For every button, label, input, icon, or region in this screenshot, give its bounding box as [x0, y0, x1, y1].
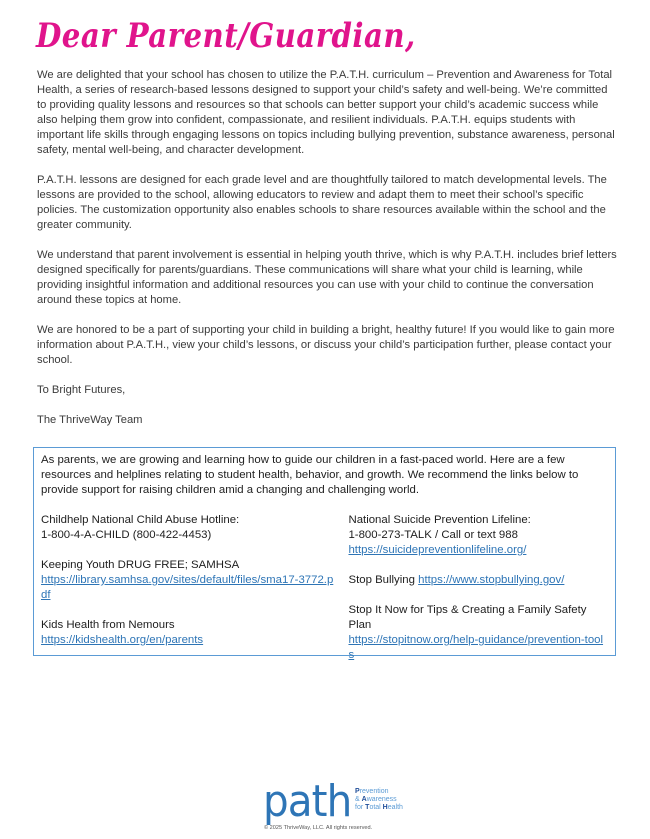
- resource-childhelp: [41, 513, 338, 543]
- paragraph-intro: We are delighted that your school has chosen to utilize the P.A.T.H. curriculum – Prevention and Awareness for Total Health, a series of research-based lessons designed to support your child’s safety and well-being. We’re committed to providing quality lessons and resources so that schools can better support your child’s academic success while also helping them grow into confident, compassionate, and resilient individuals. P.A.T.H. equips students with important life skills through engaging lessons on topics including bullying prevention, substance awareness, personal safety, mental well-being, and character development.: [37, 69, 615, 156]
- resources-columns: [41, 513, 608, 678]
- signature: The ThriveWay Team: [37, 414, 143, 426]
- path-logo-wordmark: path: [263, 776, 352, 827]
- resource-link-suicide-lifeline[interactable]: https://suicidepreventionlifeline.org/: [348, 544, 527, 556]
- resource-title: Childhelp National Child Abuse Hotline:: [41, 514, 240, 526]
- resource-stop-it-now: [348, 603, 608, 663]
- tagline-line-3: for Total Health: [355, 804, 403, 811]
- resource-link-stop-it-now[interactable]: https://stopitnow.org/help-guidance/prevention-tools: [348, 634, 604, 661]
- resource-samhsa: [41, 558, 338, 603]
- resources-intro: As parents, we are growing and learning how to guide our children in a fast-paced world. Here are a few resources and helplines relating to student health, behavior, and growth. We recommend the links below to provide support for raising children amid a changing and challenging world.: [41, 454, 579, 496]
- resources-left-column: [41, 513, 348, 678]
- tagline-line-2: & Awareness: [355, 796, 397, 803]
- resource-stop-bullying: [348, 573, 608, 588]
- resource-suicide-lifeline: [348, 513, 608, 558]
- resource-title: Keeping Youth DRUG FREE; SAMHSA: [41, 559, 240, 571]
- resource-link-kidshealth[interactable]: https://kidshealth.org/en/parents: [41, 634, 204, 646]
- path-logo-tagline: [355, 788, 403, 812]
- resource-kidshealth: [41, 618, 338, 648]
- closing: To Bright Futures,: [37, 384, 126, 396]
- resource-title: Stop It Now for Tips & Creating a Family Safety Plan: [348, 604, 587, 631]
- copyright: © 2025 ThriveWay, LLC. All rights reserved.: [264, 825, 373, 831]
- resource-phone: 1-800-4-A-CHILD (800-422-4453): [41, 529, 212, 541]
- resources-right-column: [348, 513, 608, 678]
- resource-title: Stop Bullying: [348, 574, 419, 586]
- tagline-line-1: Prevention: [355, 788, 389, 795]
- resource-phone: 1-800-273-TALK / Call or text 988: [348, 529, 518, 541]
- resources-box: [33, 447, 616, 661]
- paragraph-lessons: P.A.T.H. lessons are designed for each grade level and are thoughtfully tailored to match developmental levels. The lessons are provided to the school, allowing educators to review and adapt them to meet their school’s specific policies. The customization opportunity also enables schools to share resources available within the school and the greater community.: [37, 174, 607, 231]
- paragraph-involvement: We understand that parent involvement is essential in helping youth thrive, which is why P.A.T.H. includes brief letters designed specifically for parents/guardians. These communications will share what your child is learning, while providing insightful information and additional resources you can use with your child to continue the conversation around these topics at home.: [37, 249, 617, 306]
- path-logo: [263, 776, 403, 827]
- letter-heading: Dear Parent/Guardian,: [36, 16, 416, 56]
- paragraph-contact: We are honored to be a part of supporting your child in building a bright, healthy future! If you would like to gain more information about P.A.T.H., view your child’s lessons, or discuss your child’s participation further, please contact your school.: [37, 324, 615, 366]
- letter-body: [37, 68, 617, 443]
- resource-title: Kids Health from Nemours: [41, 619, 175, 631]
- resource-link-stop-bullying[interactable]: https://www.stopbullying.gov/: [418, 574, 565, 586]
- resource-title: National Suicide Prevention Lifeline:: [348, 514, 531, 526]
- resource-link-samhsa[interactable]: https://library.samhsa.gov/sites/default/files/sma17-3772.pdf: [41, 574, 334, 601]
